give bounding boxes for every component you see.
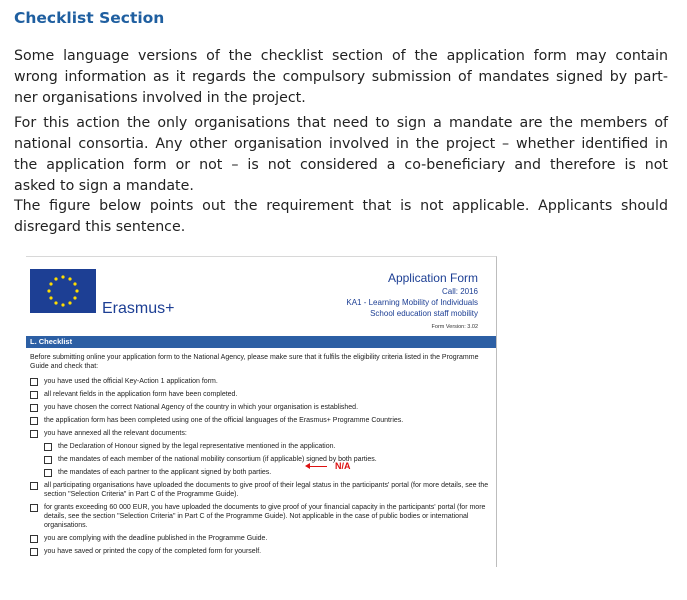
- form-header: [346, 271, 478, 332]
- checklist-item-text: the mandates of each member of the national mobility consortium (if applicable) signed by both parties.: [58, 456, 377, 463]
- checkbox-icon: [44, 469, 52, 477]
- checklist-item: [30, 481, 496, 499]
- checklist-item-text: the mandates of each partner to the applicant signed by both parties.: [58, 469, 272, 476]
- form-field: School education staff mobility: [370, 309, 478, 318]
- checklist-item-text: you have chosen the correct National Agency of the country in which your organisation is established.: [44, 404, 359, 411]
- checkbox-icon: [44, 443, 52, 451]
- checklist-item-text: all participating organisations have uploaded the documents to give proof of their legal status in the participants' portal (for more details, see the section "Selection Criteria" in Part C of the Programme Guide).: [44, 482, 489, 498]
- paragraph-mistake-notice: [14, 46, 668, 109]
- paragraph-line: The figure below points out the requirement that is not applicable. Applicants should: [14, 198, 668, 214]
- checkbox-icon: [44, 456, 52, 464]
- checkbox-icon: [30, 378, 38, 386]
- checklist-item: [30, 403, 496, 412]
- checklist-items: [30, 377, 496, 560]
- checklist-item: [30, 416, 496, 425]
- checklist-item-text: you have saved or printed the copy of the completed form for yourself.: [44, 548, 262, 555]
- section-title: Checklist Section: [14, 9, 165, 27]
- checkbox-icon: [30, 404, 38, 412]
- paragraph-line: the application form or not – is not considered a co-beneficiary and therefore is not: [14, 157, 668, 173]
- checklist-item: [30, 390, 496, 399]
- paragraph-line: national consortia. Any other organisation involved in the project – whether identified in: [14, 136, 668, 152]
- paragraph-line: ner organisations involved in the project.: [14, 90, 306, 106]
- form-title: Application Form: [387, 271, 478, 285]
- paragraph-line: disregard this sentence.: [14, 219, 186, 235]
- checklist-item-text: the Declaration of Honour signed by the legal representative mentioned in the application.: [58, 443, 336, 450]
- form-action: KA1 - Learning Mobility of Individuals: [346, 298, 478, 307]
- checklist-subitem: [30, 442, 496, 451]
- checklist-subitem: [30, 455, 496, 464]
- arrow-left-icon: [309, 466, 327, 468]
- checklist-item-text: you have used the official Key-Action 1 application form.: [44, 378, 218, 385]
- checkbox-icon: [30, 548, 38, 556]
- checklist-header: L. Checklist: [26, 336, 496, 348]
- application-form-figure: [26, 256, 497, 567]
- checklist-item-text: you have annexed all the relevant documents:: [44, 430, 187, 437]
- paragraph-line: wrong information as it regards the compulsory submission of mandates signed by part-: [14, 69, 668, 85]
- eu-flag-icon: [30, 269, 96, 313]
- paragraph-line: For this action the only organisations that need to sign a mandate are the members of: [14, 115, 668, 131]
- checklist-item: [30, 429, 496, 438]
- checklist-item: [30, 503, 496, 530]
- checkbox-icon: [30, 535, 38, 543]
- checkbox-icon: [30, 482, 38, 490]
- erasmus-logo: Erasmus+: [102, 300, 175, 317]
- checklist-item-text: the application form has been completed using one of the official languages of the Erasmus+ Programme Countries.: [44, 417, 404, 424]
- na-label: N/A: [335, 461, 351, 471]
- checklist-item: [30, 534, 496, 543]
- checklist-intro: Before submitting online your application form to the National Agency, please make sure that it fulfils the eligibility criteria listed in the Programme Guide and check that:: [30, 354, 479, 370]
- checkbox-icon: [30, 417, 38, 425]
- checklist-item-text: for grants exceeding 60 000 EUR, you have uploaded the documents to give proof of your financial capacity in the participants' portal (for more details, see the section "Selection Criteria" in Part C of the Programme Guide). Not applicable in the case of public bodies or international organisations.: [44, 504, 486, 529]
- checklist-item: [30, 547, 496, 556]
- checklist-item-text: you are complying with the deadline published in the Programme Guide.: [44, 535, 268, 542]
- checklist-item: [30, 377, 496, 386]
- checkbox-icon: [30, 504, 38, 512]
- paragraph-figure-reference: [14, 196, 668, 238]
- checkbox-icon: [30, 430, 38, 438]
- checklist-item-text: all relevant fields in the application form have been completed.: [44, 391, 238, 398]
- not-applicable-marker: [309, 461, 351, 471]
- paragraph-line: Some language versions of the checklist section of the application form may contain: [14, 48, 668, 64]
- form-call: Call: 2016: [441, 287, 478, 296]
- paragraph-line: asked to sign a mandate.: [14, 178, 194, 194]
- form-version: Form Version: 3.02: [431, 324, 478, 330]
- checklist-subitem-partner-mandates: [30, 468, 496, 477]
- checkbox-icon: [30, 391, 38, 399]
- paragraph-mandate-rule: [14, 113, 668, 197]
